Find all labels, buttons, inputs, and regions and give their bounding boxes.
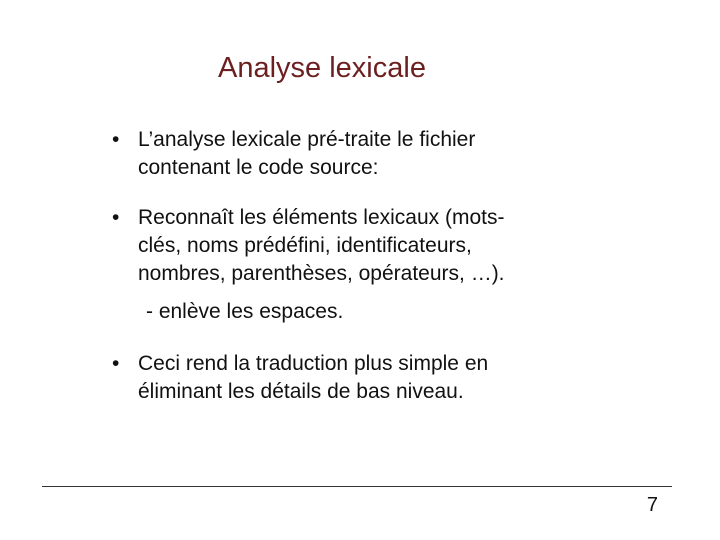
bullet-line: clés, noms prédéfini, identificateurs,	[138, 234, 472, 257]
bullet-marker: •	[112, 352, 120, 375]
bullet-line: Reconnaît les éléments lexicaux (mots-	[138, 206, 505, 229]
page-number: 7	[646, 494, 658, 516]
bullet-item	[112, 350, 632, 406]
bullet-line: éliminant les détails de bas niveau.	[138, 380, 464, 403]
bullet-line: nombres, parenthèses, opérateurs, …).	[138, 262, 505, 285]
footer-divider	[42, 486, 672, 487]
bullet-list	[112, 126, 632, 406]
bullet-marker: •	[112, 206, 120, 229]
bullet-item	[112, 204, 632, 288]
slide-title: Analyse lexicale	[218, 52, 426, 84]
bullet-line: Ceci rend la traduction plus simple en	[138, 352, 489, 375]
bullet-marker: •	[112, 128, 120, 151]
sub-item: - enlève les espaces.	[146, 300, 344, 323]
bullet-line: contenant le code source:	[138, 156, 379, 179]
bullet-line: L’analyse lexicale pré-traite le fichier	[138, 128, 476, 151]
bullet-item	[112, 126, 632, 182]
